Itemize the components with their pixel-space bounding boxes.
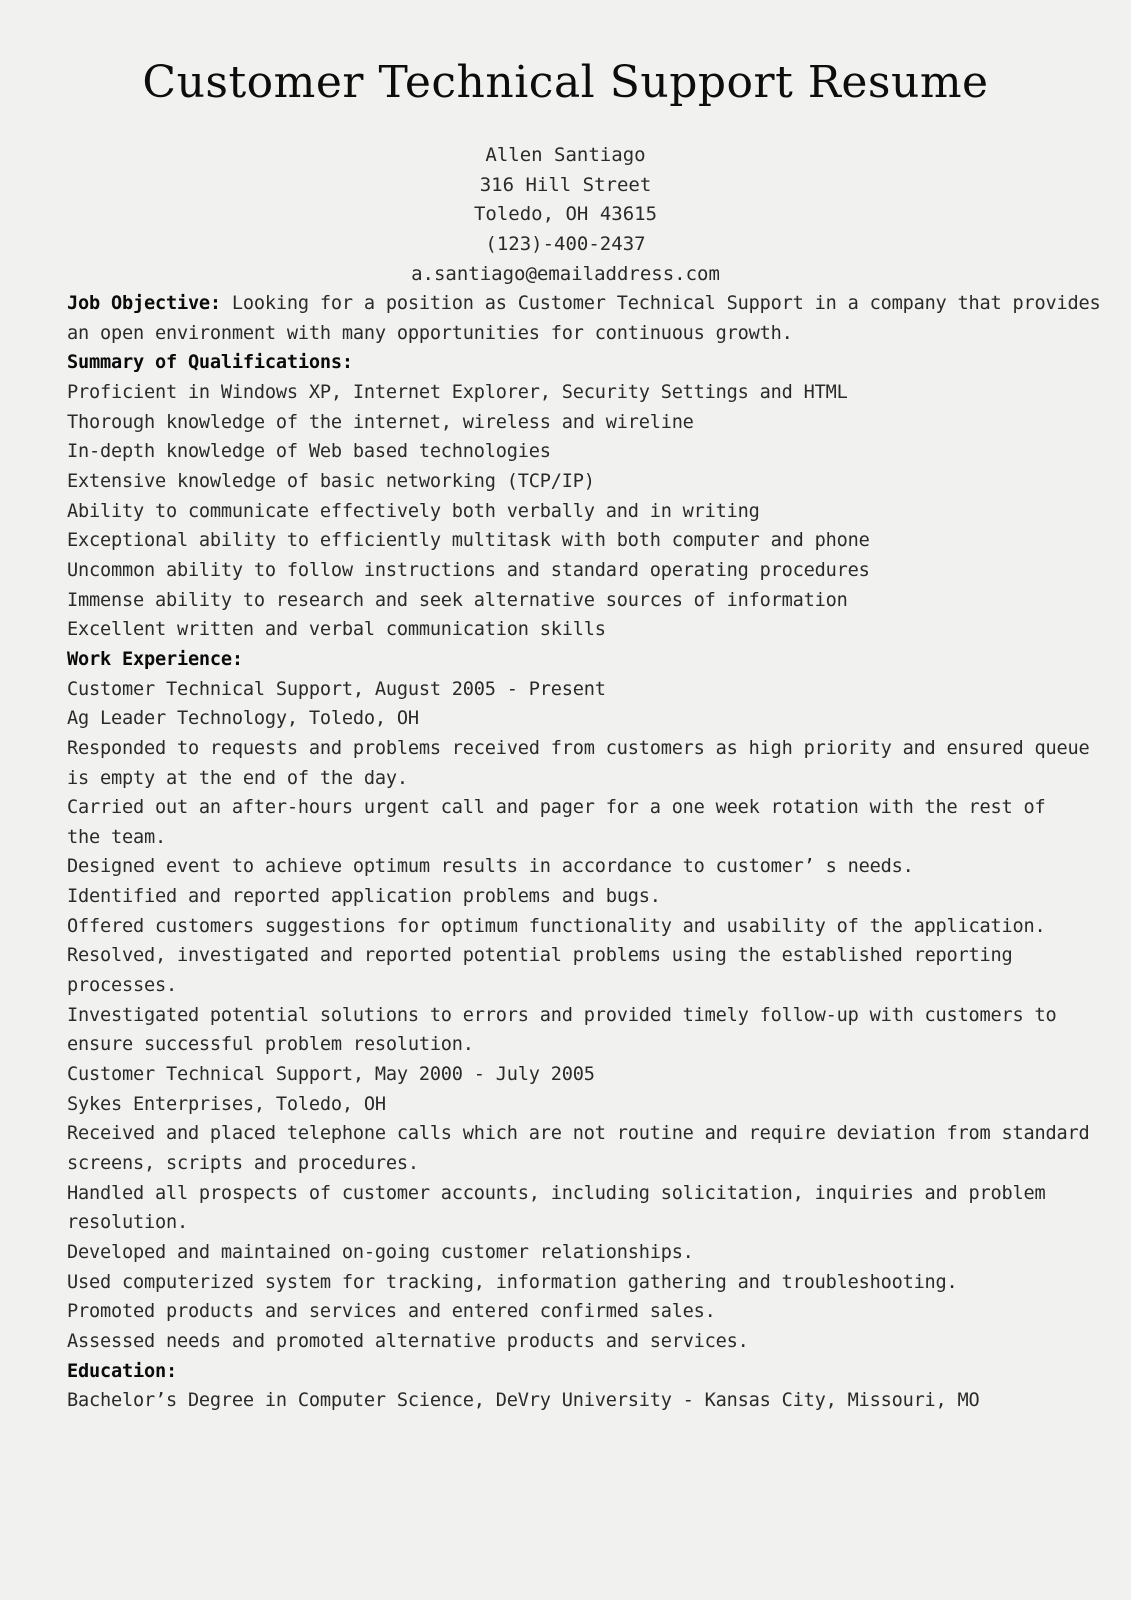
resume-body [67, 289, 1101, 1416]
experience-line: Carried out an after-hours urgent call and pager for a one week rotation with the rest of [67, 797, 1046, 819]
experience-line: the team. [67, 826, 166, 848]
experience-line: Offered customers suggestions for optimum functionality and usability of the application. [67, 915, 1046, 937]
contact-block [0, 141, 1131, 290]
experience-line: processes. [67, 975, 177, 997]
experience-line: ensure successful problem resolution. [67, 1034, 474, 1056]
experience-employer: Ag Leader Technology, Toledo, OH [67, 708, 419, 730]
experience-job-title: Customer Technical Support, May 2000 - July 2005 [67, 1064, 595, 1086]
experience-line: Promoted products and services and entered confirmed sales. [67, 1301, 716, 1323]
experience-heading: Work Experience: [67, 648, 243, 670]
contact-street: 316 Hill Street [479, 173, 652, 196]
experience-line: Resolved, investigated and reported potential problems using the established reporting [67, 945, 1013, 967]
experience-line: Responded to requests and problems received from customers as high priority and ensured queue [67, 737, 1090, 759]
experience-line: Received and placed telephone calls which are not routine and require deviation from standard [67, 1123, 1090, 1145]
qualification-item: Immense ability to research and seek alternative sources of information [67, 589, 848, 611]
experience-line: resolution. [67, 1212, 188, 1234]
objective-text: Looking for a position as Customer Technical Support in a company that provides [220, 293, 1101, 314]
experience-line: Handled all prospects of customer accounts, including solicitation, inquiries and problem [67, 1182, 1046, 1204]
objective-text-continued: an open environment with many opportunities for continuous growth. [67, 322, 793, 344]
page-title: Customer Technical Support Resume [142, 57, 989, 108]
education-heading: Education: [67, 1360, 177, 1382]
contact-city: Toledo, OH 43615 [473, 203, 658, 226]
objective-label: Job Objective: [67, 293, 221, 314]
qualification-item: Uncommon ability to follow instructions and standard operating procedures [67, 559, 870, 581]
qualifications-heading: Summary of Qualifications: [67, 352, 353, 374]
qualification-item: Exceptional ability to efficiently multitask with both computer and phone [67, 530, 870, 552]
qualification-item: In-depth knowledge of Web based technologies [67, 441, 551, 463]
experience-line: Assessed needs and promoted alternative products and services. [67, 1330, 749, 1352]
experience-line: Designed event to achieve optimum results in accordance to customer’ s needs. [67, 856, 914, 878]
experience-line: Used computerized system for tracking, information gathering and troubleshooting. [67, 1271, 958, 1293]
education-line: Bachelor’s Degree in Computer Science, DeVry University - Kansas City, Missouri, MO [67, 1390, 980, 1412]
experience-job-title: Customer Technical Support, August 2005 - Present [67, 678, 606, 700]
qualification-item: Extensive knowledge of basic networking (TCP/IP) [67, 470, 595, 492]
qualification-item: Proficient in Windows XP, Internet Explorer, Security Settings and HTML [67, 381, 848, 403]
experience-employer: Sykes Enterprises, Toledo, OH [67, 1093, 386, 1115]
qualification-item: Excellent written and verbal communication skills [67, 619, 606, 641]
experience-line: Developed and maintained on-going customer relationships. [67, 1242, 694, 1263]
objective-line [67, 289, 1101, 319]
contact-email: a.santiago@emailaddress.com [411, 262, 720, 285]
qualification-item: Ability to communicate effectively both verbally and in writing [67, 500, 760, 522]
experience-line: screens, scripts and procedures. [67, 1153, 419, 1175]
experience-line: is empty at the end of the day. [67, 767, 408, 789]
qualification-item: Thorough knowledge of the internet, wireless and wireline [67, 411, 694, 433]
contact-name: Allen Santiago [485, 144, 646, 166]
experience-line: Investigated potential solutions to errors and provided timely follow-up with customers to [67, 1004, 1057, 1026]
contact-phone: (123)-400-2437 [485, 233, 646, 256]
experience-line: Identified and reported application problems and bugs. [67, 886, 661, 908]
